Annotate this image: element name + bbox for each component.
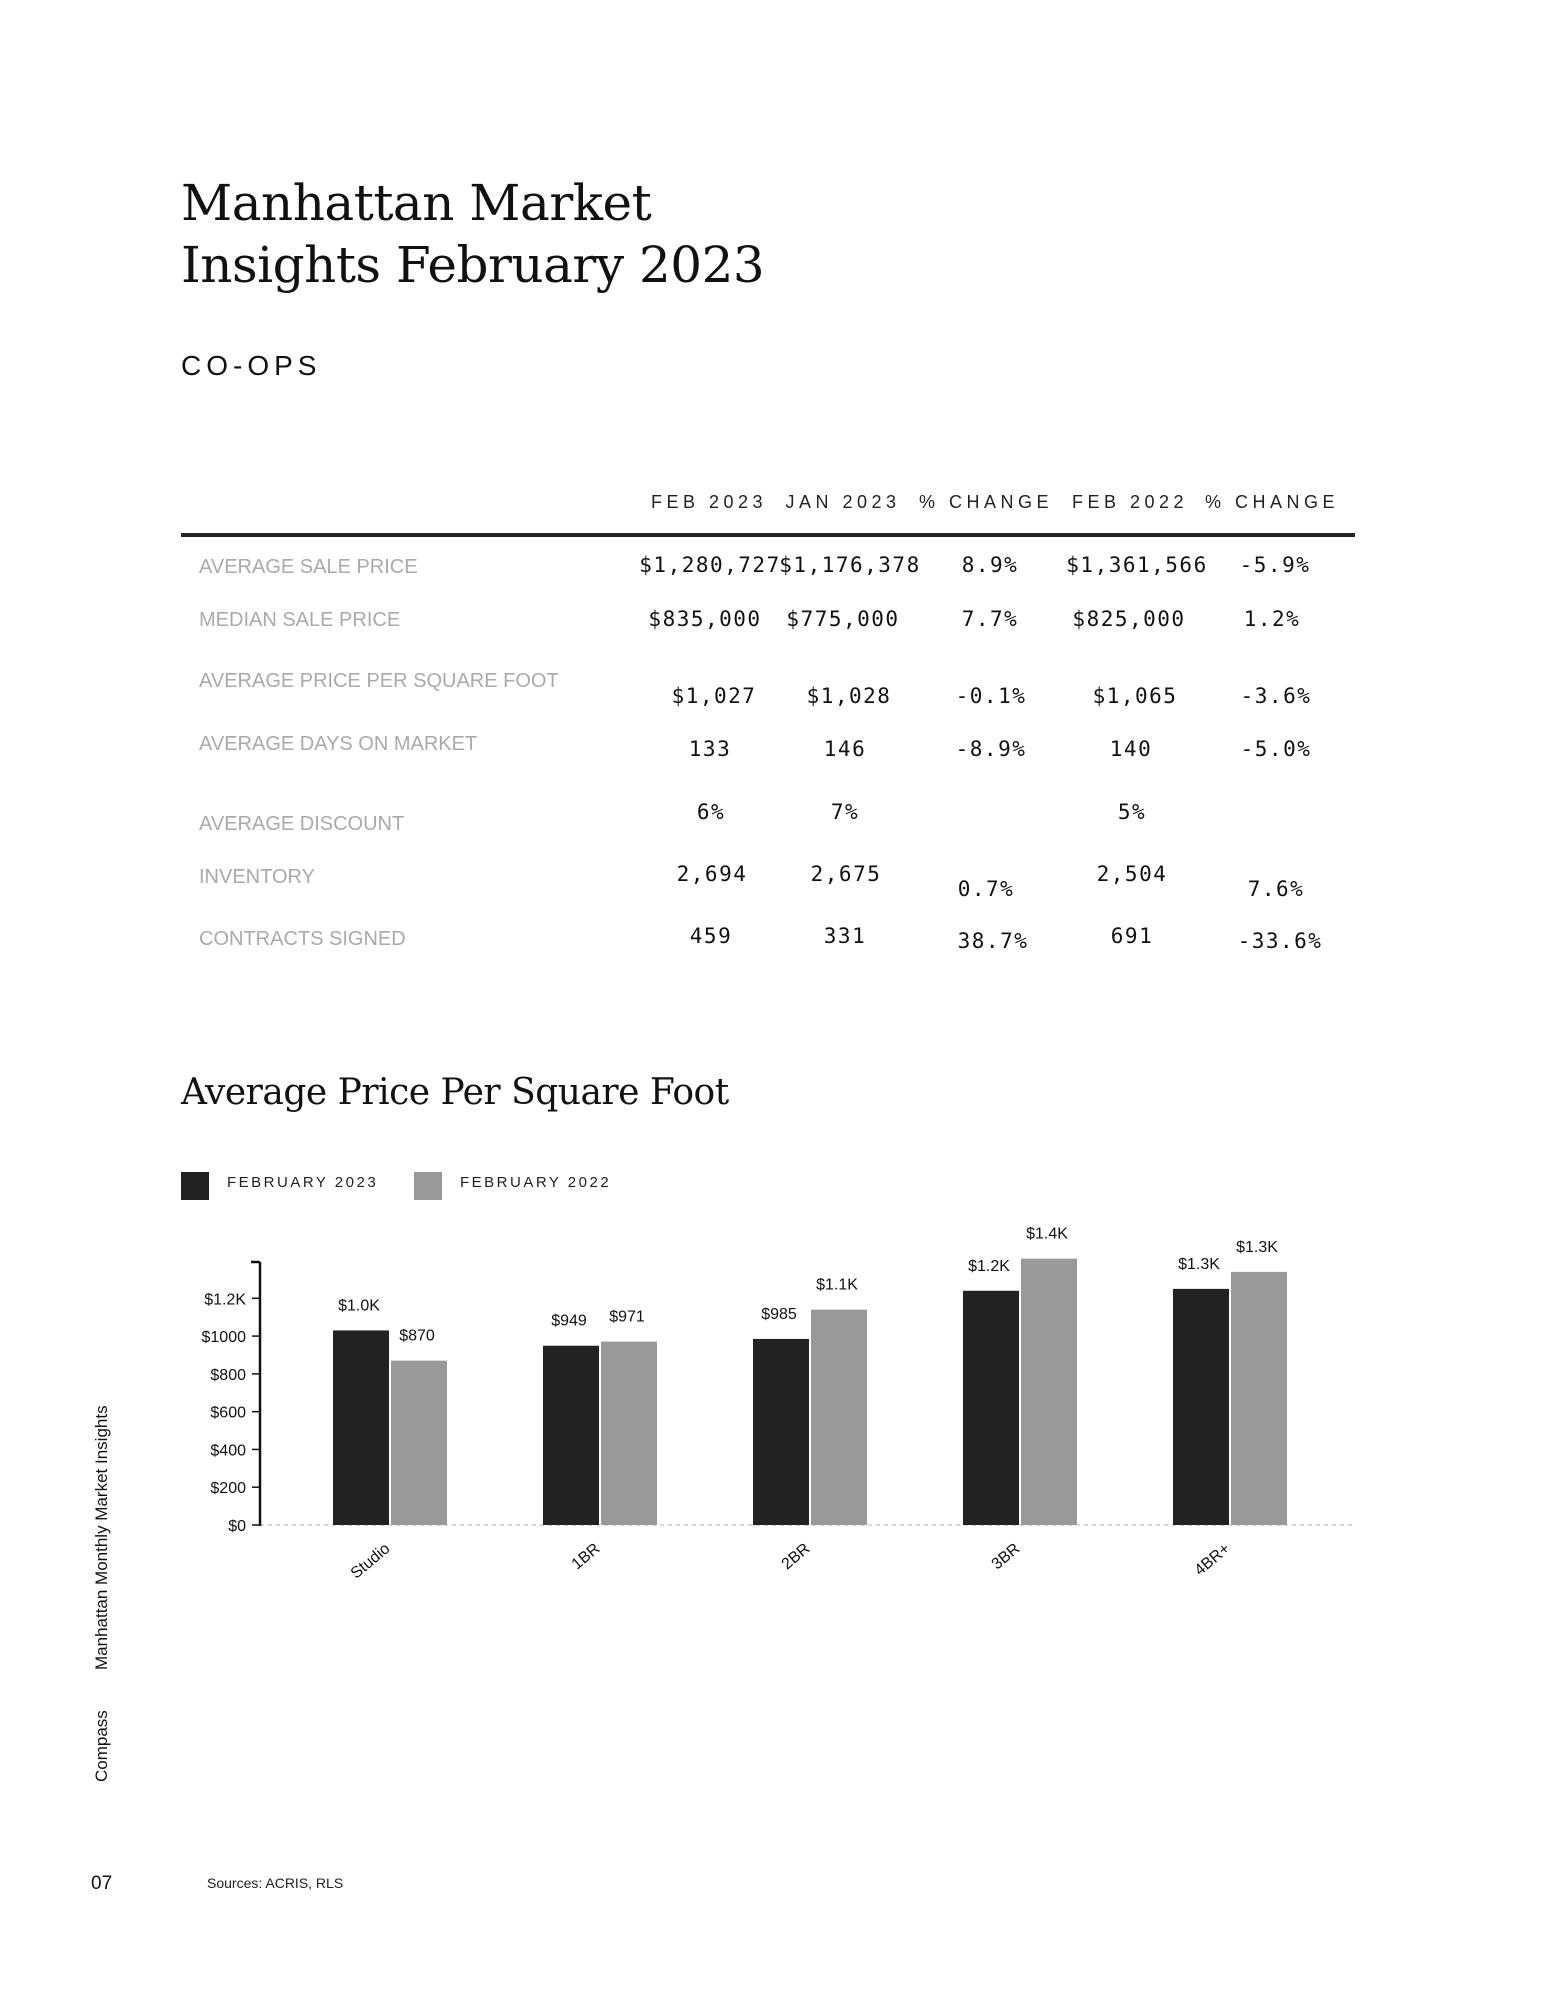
page-title-line-1: Manhattan Market <box>181 174 652 232</box>
table-cell: 0.7% <box>957 877 1015 901</box>
page-title-line-2: Insights February 2023 <box>181 236 765 294</box>
table-cell: 146 <box>823 737 867 761</box>
table-cell: $835,000 <box>648 607 762 631</box>
x-tick-label: Studio <box>347 1540 394 1583</box>
y-tick-label: $1.2K <box>204 1291 246 1309</box>
bar <box>1021 1259 1077 1525</box>
table-cell: 7.6% <box>1247 877 1305 901</box>
table-cell: 133 <box>688 737 732 761</box>
bar-data-label: $1.3K <box>1178 1255 1220 1273</box>
row-label-inventory: INVENTORY <box>199 866 315 888</box>
column-header-change-mom: % CHANGE <box>918 492 1054 512</box>
table-cell: 1.2% <box>1243 607 1301 631</box>
bar-data-label: $1.2K <box>968 1257 1010 1275</box>
table-cell: 7.7% <box>961 607 1019 631</box>
bar <box>391 1361 447 1525</box>
table-cell: 691 <box>1110 924 1154 948</box>
table-cell: 331 <box>823 924 867 948</box>
table-cell: $1,176,378 <box>779 553 921 577</box>
row-label-average-sale-price: AVERAGE SALE PRICE <box>199 556 418 578</box>
row-label-average-discount: AVERAGE DISCOUNT <box>199 813 405 835</box>
table-cell: 7% <box>830 800 860 824</box>
y-tick-label: $800 <box>210 1366 246 1384</box>
bar-data-label: $1.4K <box>1026 1225 1068 1243</box>
table-cell: 459 <box>689 924 733 948</box>
bar-data-label: $1.1K <box>816 1276 858 1294</box>
table-cell: $1,028 <box>806 684 892 708</box>
table-cell: $825,000 <box>1072 607 1186 631</box>
bar-data-label: $949 <box>551 1312 587 1330</box>
x-tick-label: 2BR <box>778 1540 814 1574</box>
table-cell: -33.6% <box>1237 929 1323 953</box>
sources-note: Sources: ACRIS, RLS <box>207 1875 344 1891</box>
section-label: CO-OPS <box>181 350 322 381</box>
table-cell: 2,694 <box>676 862 748 886</box>
table-cell: 2,504 <box>1096 862 1168 886</box>
table-cell: -5.0% <box>1240 737 1312 761</box>
table-cell: -5.9% <box>1239 553 1311 577</box>
row-label-median-sale-price: MEDIAN SALE PRICE <box>199 609 401 631</box>
bar-data-label: $1.3K <box>1236 1238 1278 1256</box>
table-cell: 5% <box>1117 800 1147 824</box>
bar-data-label: $971 <box>609 1308 645 1326</box>
bar-data-label: $870 <box>399 1327 435 1345</box>
table-cell: $1,027 <box>671 684 757 708</box>
row-label-contracts-signed: CONTRACTS SIGNED <box>199 928 406 950</box>
y-tick-label: $1000 <box>201 1329 246 1347</box>
column-header-feb-2022: FEB 2022 <box>1071 492 1189 512</box>
column-header-change-yoy: % CHANGE <box>1204 492 1340 512</box>
bar-data-label: $985 <box>761 1305 797 1323</box>
column-header-jan-2023: JAN 2023 <box>785 492 901 512</box>
table-cell: 8.9% <box>961 553 1019 577</box>
x-tick-label: 1BR <box>568 1540 604 1574</box>
bar <box>601 1342 657 1525</box>
table-cell: $1,065 <box>1092 684 1178 708</box>
table-cell: -0.1% <box>955 684 1027 708</box>
bar <box>753 1339 809 1525</box>
bar <box>811 1310 867 1525</box>
table-cell: 140 <box>1109 737 1153 761</box>
side-text-report-name: Manhattan Monthly Market Insights <box>92 1405 111 1670</box>
row-label-average-price-per-square-foot: AVERAGE PRICE PER SQUARE FOOT <box>199 670 559 692</box>
page-number: 07 <box>91 1873 113 1894</box>
bar <box>1173 1289 1229 1525</box>
y-tick-label: $0 <box>228 1518 246 1535</box>
legend-label-feb-2022: FEBRUARY 2022 <box>460 1174 612 1191</box>
bar <box>543 1346 599 1525</box>
chart-title: Average Price Per Square Foot <box>181 1072 729 1113</box>
legend-label-feb-2023: FEBRUARY 2023 <box>227 1174 379 1191</box>
row-label-average-days-on-market: AVERAGE DAYS ON MARKET <box>199 733 478 755</box>
bar <box>1231 1272 1287 1525</box>
y-tick-label: $400 <box>210 1442 246 1460</box>
table-cell: 2,675 <box>810 862 882 886</box>
x-tick-label: 3BR <box>988 1540 1024 1574</box>
bar <box>333 1330 389 1525</box>
bar <box>963 1291 1019 1525</box>
bar-data-label: $1.0K <box>338 1297 380 1315</box>
table-cell: $1,280,727 <box>639 553 781 577</box>
table-cell: 6% <box>696 800 726 824</box>
table-cell: 38.7% <box>957 929 1029 953</box>
y-tick-label: $600 <box>210 1404 246 1422</box>
table-cell: -3.6% <box>1240 684 1312 708</box>
y-tick-label: $200 <box>210 1480 246 1498</box>
side-text-brand: Compass <box>92 1710 111 1782</box>
table-cell: $1,361,566 <box>1066 553 1208 577</box>
table-cell: $775,000 <box>786 607 900 631</box>
x-tick-label: 4BR+ <box>1191 1540 1234 1580</box>
column-header-feb-2023: FEB 2023 <box>650 492 768 512</box>
table-cell: -8.9% <box>955 737 1027 761</box>
